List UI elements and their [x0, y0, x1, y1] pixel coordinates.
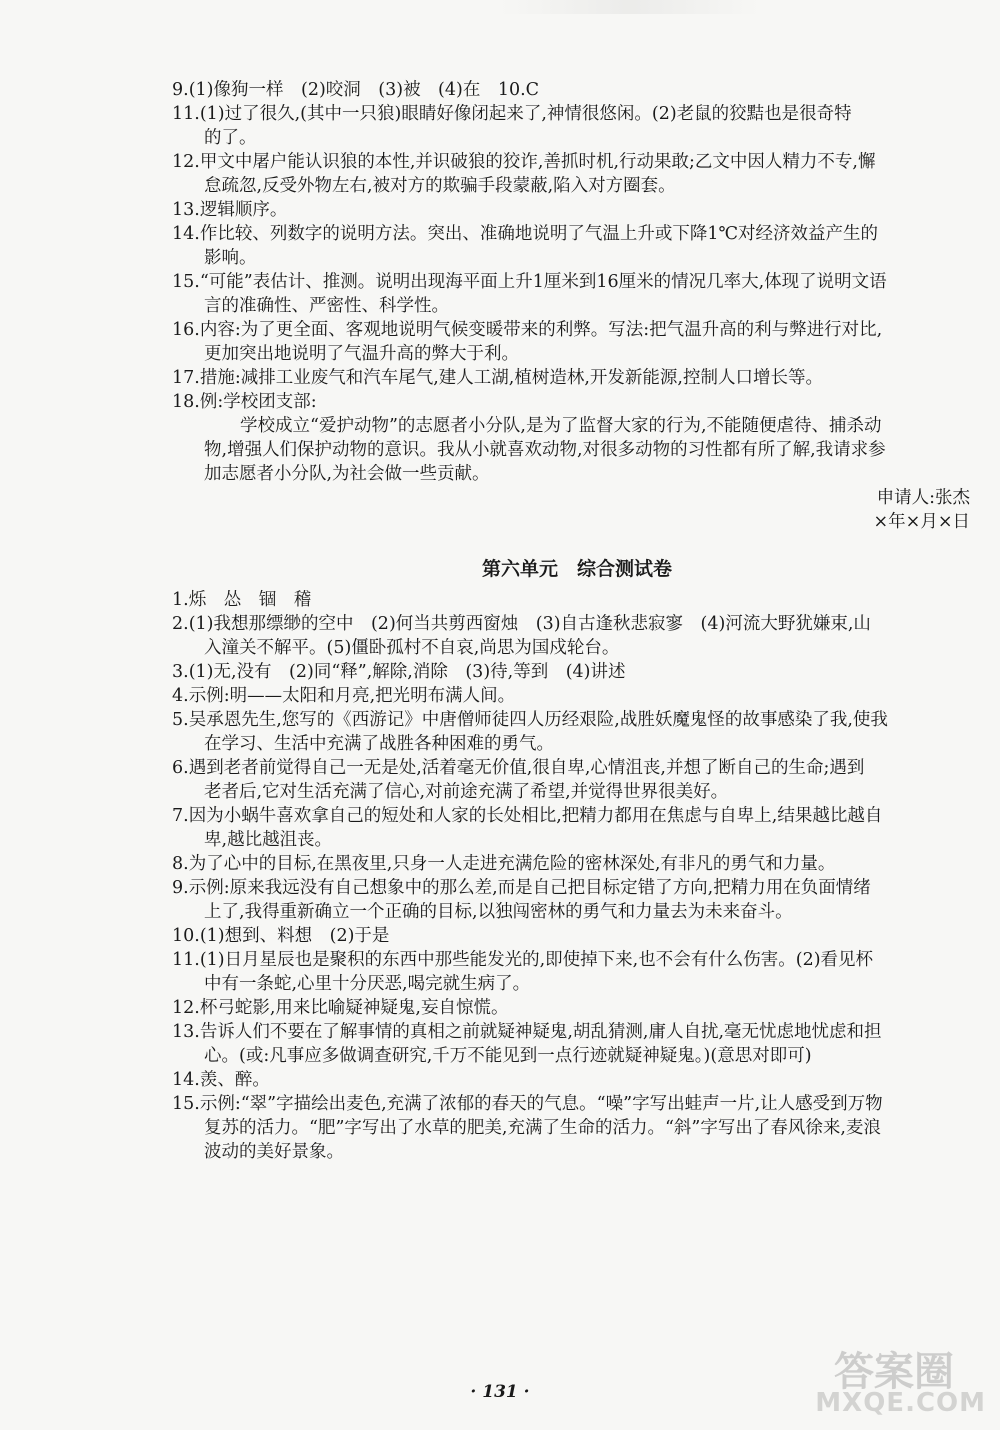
- text-line: 12.甲文中屠户能认识狼的本性,并识破狼的狡诈,善抓时机,行动果敢;乙文中因人精力不专,懈: [172, 152, 876, 172]
- text-line: 13.告诉人们不要在了解事情的真相之前就疑神疑鬼,胡乱猜测,庸人自扰,毫无忧虑地忧虑和担: [172, 1022, 882, 1042]
- text-line: 14.作比较、列数字的说明方法。突出、准确地说明了气温上升或下降1℃对经济效益产生的: [172, 224, 879, 244]
- text-line: 中有一条蛇,心里十分厌恶,喝完就生病了。: [204, 974, 531, 994]
- text-line: 5.吴承恩先生,您写的《西游记》中唐僧师徒四人历经艰险,战胜妖魔鬼怪的故事感染了我,使我: [172, 710, 888, 730]
- section-title: 第六单元 综合测试卷: [481, 558, 672, 580]
- text-line: 8.为了心中的目标,在黑夜里,只身一人走进充满危险的密林深处,有非凡的勇气和力量。: [172, 854, 836, 874]
- text-line: 3.(1)无,没有 (2)同“释”,解除,消除 (3)待,等到 (4)讲述: [172, 662, 626, 682]
- text-line: 7.因为小蜗牛喜欢拿自己的短处和人家的长处相比,把精力都用在焦虑与自卑上,结果越比越自: [172, 806, 883, 826]
- text-line: 11.(1)日月星辰也是聚积的东西中那些能发光的,即使掉下来,也不会有什么伤害。(2)看见杯: [172, 950, 874, 970]
- text-line: 15.“可能”表估计、推测。说明出现海平面上升1厘米到16厘米的情况几率大,体现了说明文语: [172, 272, 887, 292]
- text-line: 12.杯弓蛇影,用来比喻疑神疑鬼,妄自惊慌。: [172, 998, 509, 1018]
- text-line: 影响。: [204, 248, 257, 268]
- text-line: 13.逻辑顺序。: [172, 200, 288, 220]
- text-line: 10.(1)想到、料想 (2)于是: [172, 926, 390, 946]
- text-line: 心。(或:凡事应多做调查研究,千万不能见到一点行迹就疑神疑鬼。)(意思对即可): [204, 1046, 812, 1066]
- text-line: 老者后,它对生活充满了信心,对前途充满了希望,并觉得世界很美好。: [204, 782, 729, 802]
- text-line: 18.例:学校团支部:: [172, 392, 317, 412]
- text-line: 4.示例:明——太阳和月亮,把光明布满人间。: [172, 686, 516, 706]
- text-line: 在学习、生活中充满了战胜各种困难的勇气。: [204, 734, 554, 754]
- text-line: 物,增强人们保护动物的意识。我从小就喜欢动物,对很多动物的习性都有所了解,我请求参: [204, 440, 886, 460]
- scan-artifact: [500, 0, 760, 14]
- letter-signature: 申请人:张杰: [876, 488, 970, 508]
- text-line: 1.烁 怂 锢 稽: [172, 590, 312, 610]
- text-line: 更加突出地说明了气温升高的弊大于利。: [204, 344, 519, 364]
- text-line: 言的准确性、严密性、科学性。: [204, 296, 449, 316]
- letter-paragraph: 学校成立“爱护动物”的志愿者小分队,是为了监督大家的行为,不能随便虐待、捕杀动: [240, 416, 882, 436]
- text-line: 9.(1)像狗一样 (2)咬洞 (3)被 (4)在 10.C: [172, 80, 540, 100]
- text-line: 怠疏忽,反受外物左右,被对方的欺骗手段蒙蔽,陷入对方圈套。: [204, 176, 676, 196]
- watermark-url: MXQE.COM: [815, 1388, 986, 1418]
- watermark-logo-text: 答案圈: [834, 1349, 954, 1395]
- text-line: 14.羡、醉。: [172, 1070, 270, 1090]
- text-line: 加志愿者小分队,为社会做一些贡献。: [204, 464, 490, 484]
- letter-date: ×年×月×日: [873, 512, 970, 532]
- text-line: 波动的美好景象。: [204, 1142, 344, 1162]
- watermark-logo: [756, 1340, 986, 1418]
- text-line: 2.(1)我想那缥缈的空中 (2)何当共剪西窗烛 (3)自古逢秋悲寂寥 (4)河流大野犹嫌束,山: [172, 614, 871, 634]
- text-line: 9.示例:原来我远没有自己想象中的那么差,而是自己把目标定错了方向,把精力用在负面情绪: [172, 878, 871, 898]
- text-line: 上了,我得重新确立一个正确的目标,以独闯密林的勇气和力量去为未来奋斗。: [204, 902, 793, 922]
- text-line: 入潼关不解平。(5)僵卧孤村不自哀,尚思为国戍轮台。: [204, 638, 620, 658]
- answer-content: [172, 78, 982, 1164]
- text-line: 复苏的活力。“肥”字写出了水草的肥美,充满了生命的活力。“斜”字写出了春风徐来,麦浪: [204, 1118, 881, 1138]
- page-number: · 131 ·: [470, 1382, 530, 1402]
- text-line: 的了。: [204, 128, 257, 148]
- text-line: 15.示例:“翠”字描绘出麦色,充满了浓郁的春天的气息。“噪”字写出蛙声一片,让人感受到万物: [172, 1094, 883, 1114]
- text-line: 11.(1)过了很久,(其中一只狼)眼睛好像闭起来了,神情很悠闲。(2)老鼠的狡黠也是很奇特: [172, 104, 852, 124]
- text-line: 17.措施:减排工业废气和汽车尾气,建人工湖,植树造林,开发新能源,控制人口增长等。: [172, 368, 823, 388]
- text-line: 16.内容:为了更全面、客观地说明气候变暖带来的利弊。写法:把气温升高的利与弊进行对比,: [172, 320, 883, 340]
- text-line: 6.遇到老者前觉得自己一无是处,活着毫无价值,很自卑,心情沮丧,并想了断自己的生命;遇到: [172, 758, 865, 778]
- text-line: 卑,越比越沮丧。: [204, 830, 333, 850]
